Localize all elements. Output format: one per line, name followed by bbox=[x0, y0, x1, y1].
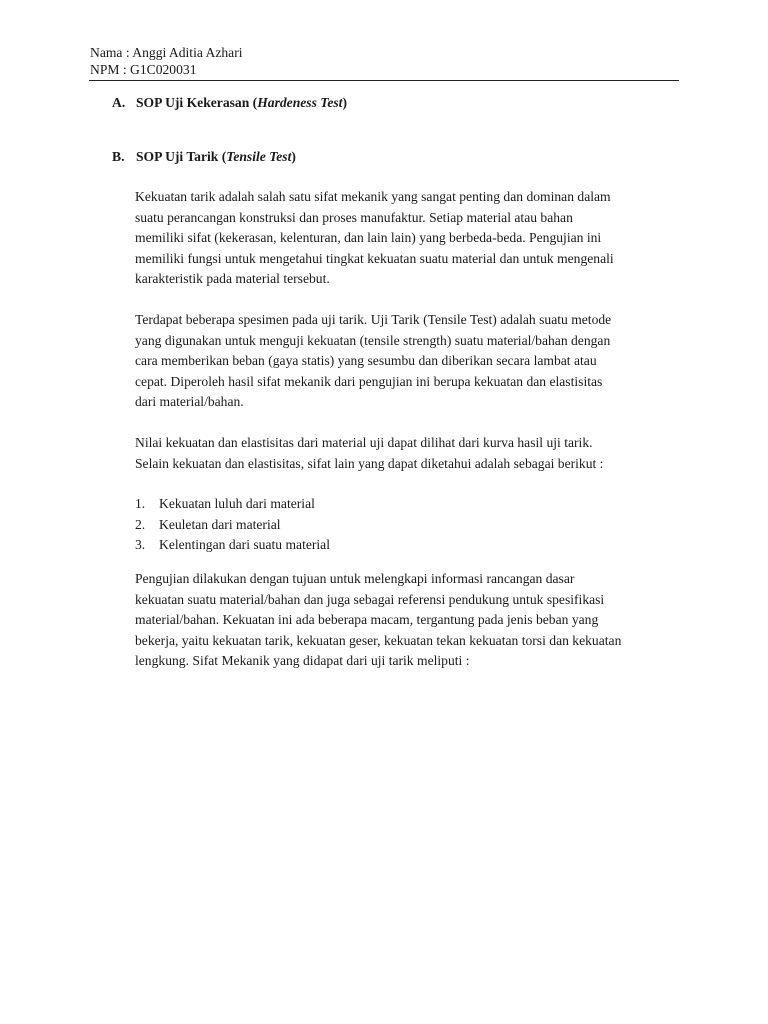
section-a-letter: A. bbox=[112, 95, 126, 110]
list-item bbox=[135, 535, 330, 556]
paragraph-line: Terdapat beberapa spesimen pada uji tarik. Uji Tarik (Tensile Test) adalah suatu metode bbox=[135, 312, 612, 327]
header-divider bbox=[89, 80, 679, 81]
list-number: 3. bbox=[135, 537, 146, 553]
section-b-title-suffix: ) bbox=[291, 149, 296, 164]
list-number: 2. bbox=[135, 516, 146, 532]
section-b-heading bbox=[112, 147, 296, 168]
paragraph-line: cepat. Diperoleh hasil sifat mekanik dari pengujian ini berupa kekuatan dan elastisitas bbox=[135, 373, 603, 389]
list-number: 1. bbox=[135, 496, 146, 511]
paragraph-strength-elasticity bbox=[135, 433, 680, 474]
section-a-heading bbox=[112, 93, 347, 114]
paragraph-line: Nilai kekuatan dan elastisitas dari material uji dapat dilihat dari kurva hasil uji tarik. bbox=[135, 435, 593, 450]
paragraph-line: Kekuatan tarik adalah salah satu sifat mekanik yang sangat penting dan dominan dalam bbox=[135, 189, 611, 204]
paragraph-line: kekuatan suatu material/bahan dan juga sebagai referensi pendukung untuk spesifikasi bbox=[135, 591, 605, 607]
list-text: Keuletan dari material bbox=[159, 516, 281, 532]
list-item bbox=[135, 494, 330, 515]
paragraph-line: cara memberikan beban (gaya statis) yang sesumbu dan diberikan secara lambat atau bbox=[135, 353, 597, 369]
paragraph-line: material/bahan. Kekuatan ini ada beberapa macam, tergantung pada jenis beban yang bbox=[135, 612, 599, 628]
paragraph-line: memiliki fungsi untuk mengetahui tingkat kekuatan suatu material dan untuk mengenali bbox=[135, 250, 614, 266]
student-name: Nama : Anggi Aditia Azhari bbox=[90, 45, 243, 60]
paragraph-line: karakteristik pada material tersebut. bbox=[135, 271, 330, 287]
section-a-title-prefix: SOP Uji Kekerasan ( bbox=[136, 95, 258, 110]
student-npm: NPM : G1C020031 bbox=[90, 62, 197, 77]
section-b-letter: B. bbox=[112, 149, 125, 164]
paragraph-line: Selain kekuatan dan elastisitas, sifat lain yang dapat diketahui adalah sebagai berikut : bbox=[135, 455, 604, 471]
paragraph-line: suatu perancangan konstruksi dan proses manufaktur. Setiap material atau bahan bbox=[135, 209, 573, 225]
paragraph-line: bekerja, yaitu kekuatan tarik, kekuatan geser, kekuatan tekan kekuatan torsi dan kekuatan bbox=[135, 632, 622, 648]
paragraph-line: dari material/bahan. bbox=[135, 394, 244, 410]
paragraph-line: yang digunakan untuk menguji kekuatan (tensile strength) suatu material/bahan dengan bbox=[135, 332, 611, 348]
section-b-title-italic: Tensile Test bbox=[226, 149, 292, 164]
section-a-title-suffix: ) bbox=[342, 95, 347, 110]
paragraph-testing-purpose bbox=[135, 569, 680, 672]
paragraph-line: lengkung. Sifat Mekanik yang didapat dari uji tarik meliputi : bbox=[135, 653, 470, 669]
list-item bbox=[135, 515, 330, 536]
paragraph-tensile-strength bbox=[135, 187, 680, 290]
properties-list bbox=[135, 494, 330, 556]
paragraph-line: Pengujian dilakukan dengan tujuan untuk melengkapi informasi rancangan dasar bbox=[135, 571, 575, 586]
list-text: Kekuatan luluh dari material bbox=[159, 496, 315, 511]
list-text: Kelentingan dari suatu material bbox=[159, 537, 330, 553]
section-a-title-italic: Hardeness Test bbox=[257, 95, 343, 110]
paragraph-specimens bbox=[135, 310, 680, 413]
student-header bbox=[90, 44, 680, 78]
paragraph-line: memiliki sifat (kekerasan, kelenturan, dan lain lain) yang berbeda-beda. Pengujian ini bbox=[135, 230, 602, 246]
section-b-title-prefix: SOP Uji Tarik ( bbox=[136, 149, 227, 164]
